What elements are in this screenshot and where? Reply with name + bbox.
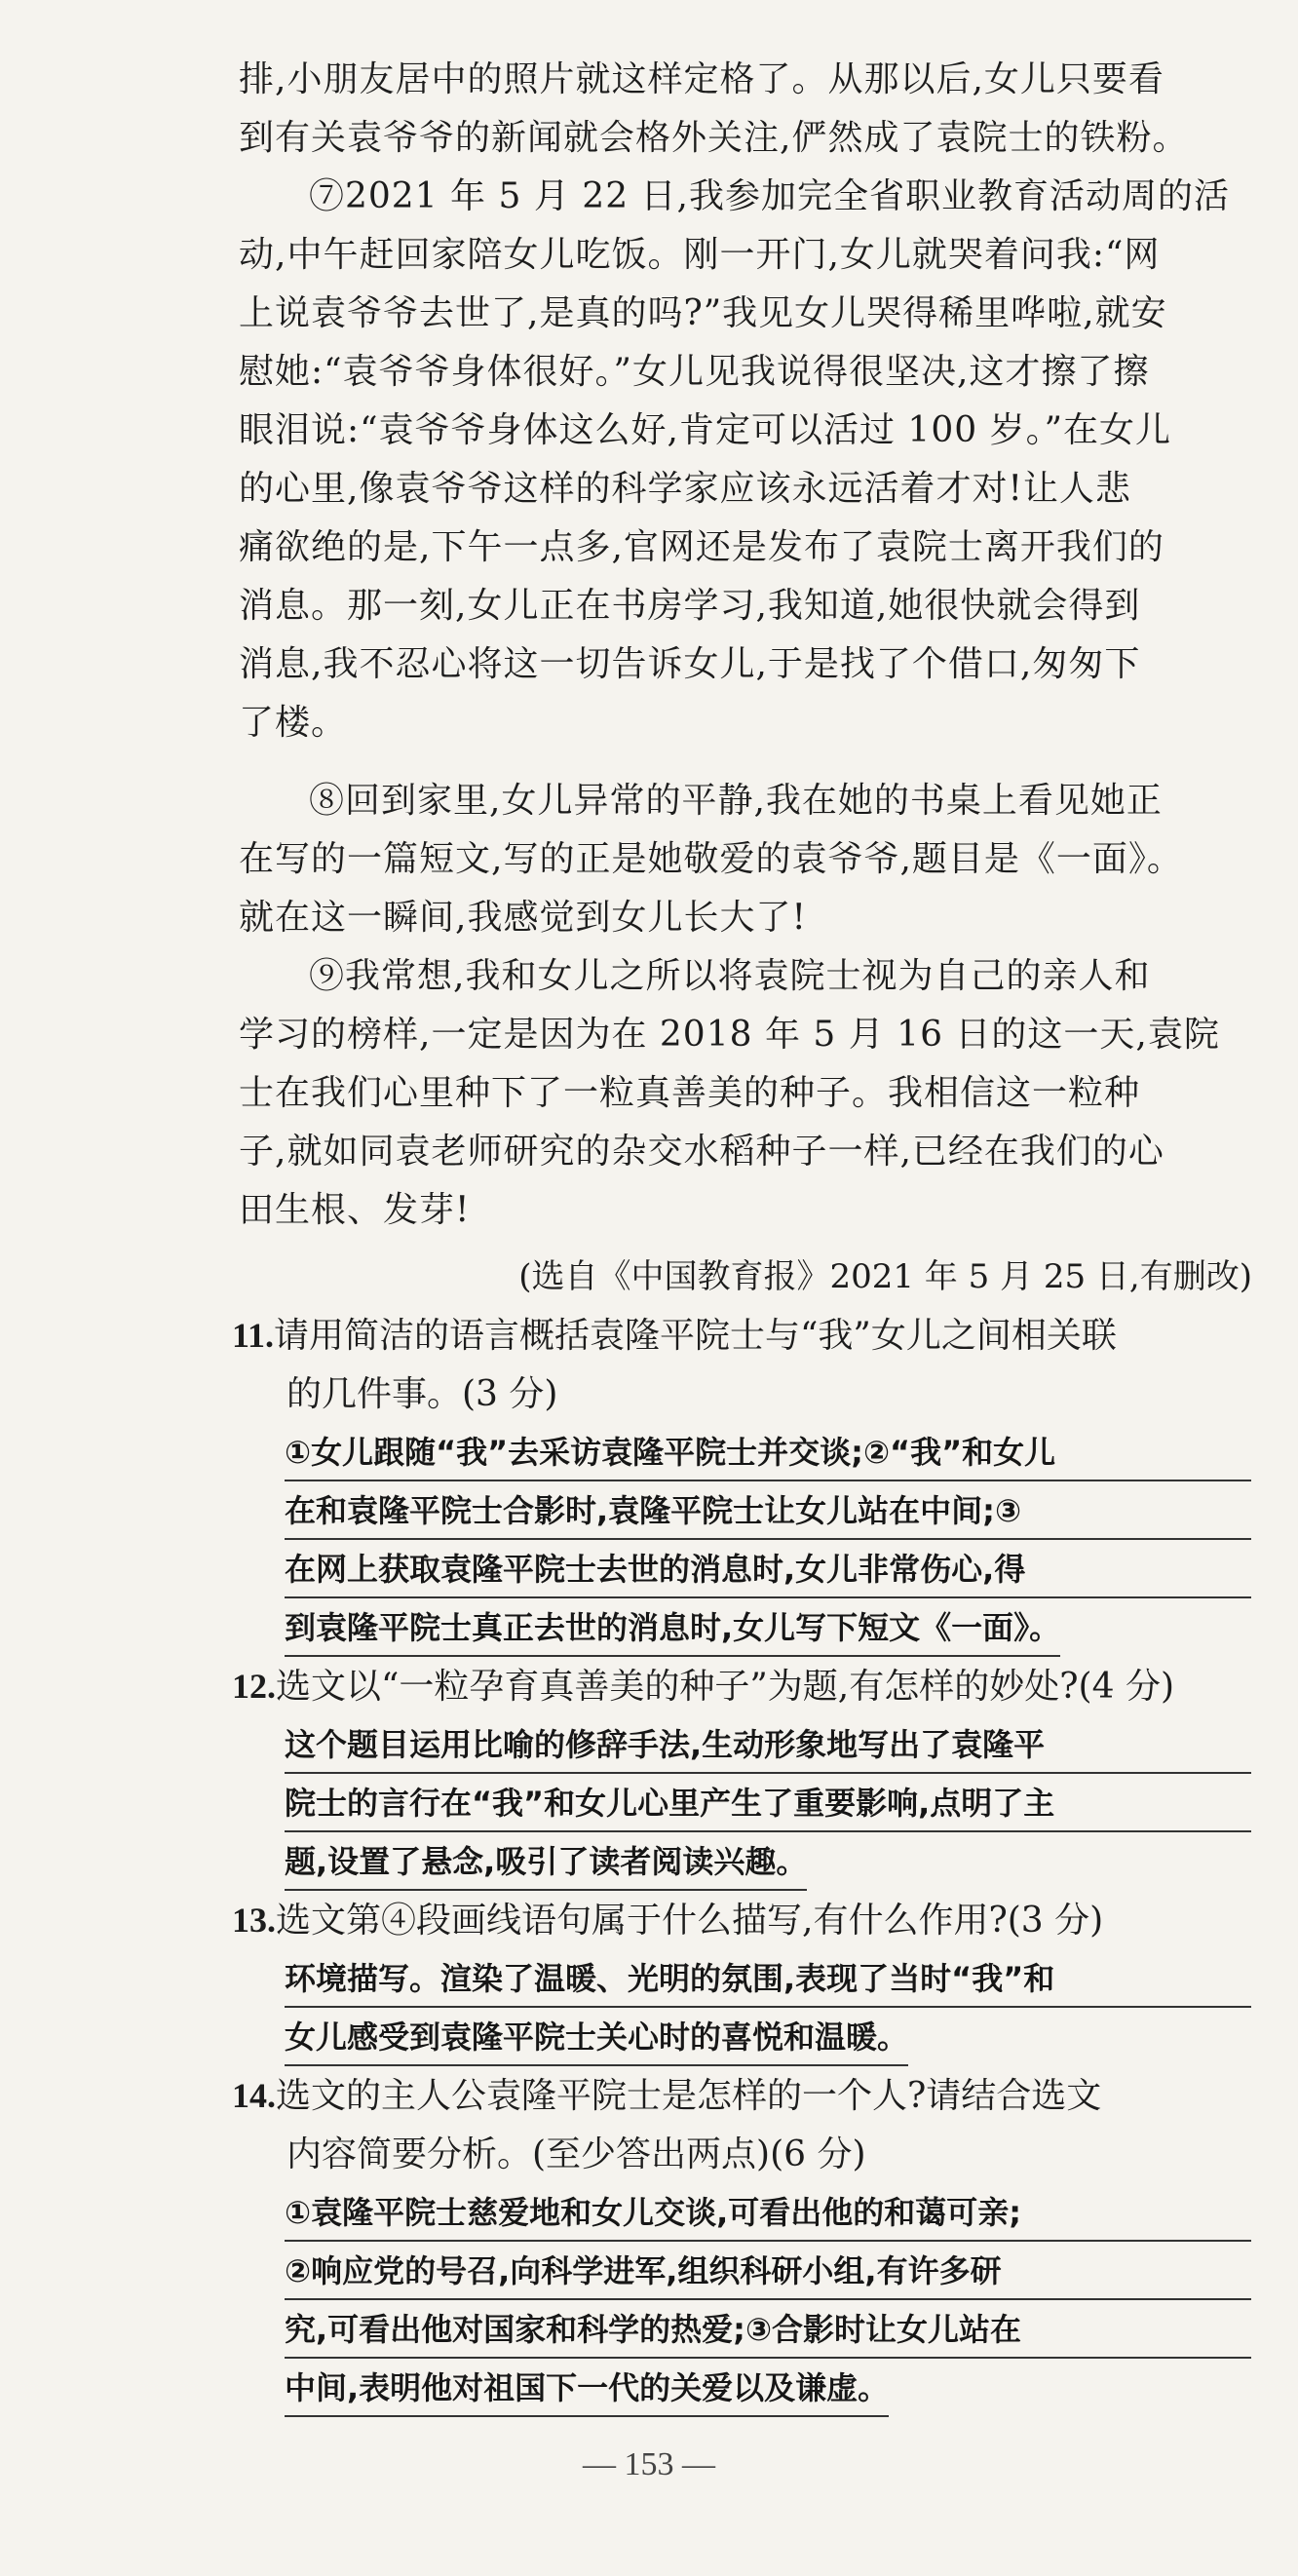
answer-line: ①女儿跟随“我”去采访袁隆平院士并交谈;②“我”和女儿 (285, 1423, 1251, 1481)
answer-line: 在和袁隆平院士合影时,袁隆平院士让女儿站在中间;③ (285, 1481, 1251, 1540)
question-number: 14. (232, 2076, 276, 2115)
text-line: 慰她:“袁爷爷身体很好。”女儿见我说得很坚决,这才擦了擦 (239, 352, 1150, 392)
answer-line: 在网上获取袁隆平院士去世的消息时,女儿非常伤心,得 (285, 1540, 1251, 1598)
question-14 (232, 2066, 1255, 2184)
text-line: 到有关袁爷爷的新闻就会格外关注,俨然成了袁院士的铁粉。 (239, 118, 1189, 158)
answer-line: 女儿感受到袁隆平院士关心时的喜悦和温暖。 (285, 2008, 908, 2066)
question-number: 13. (232, 1901, 276, 1940)
paragraph-8 (239, 772, 1252, 947)
text-line: 士在我们心里种下了一粒真善美的种子。我相信这一粒种 (239, 1073, 1141, 1113)
text-line: 学习的榜样,一定是因为在 2018 年 5 月 16 日的这一天,袁院 (239, 1015, 1220, 1055)
text-line: 就在这一瞬间,我感觉到女儿长大了! (239, 898, 807, 938)
answer-line: 题,设置了悬念,吸引了读者阅读兴趣。 (285, 1832, 807, 1891)
question-line (232, 1657, 1255, 1716)
answer-line: 到袁隆平院士真正去世的消息时,女儿写下短文《一面》。 (285, 1598, 1060, 1657)
question-text: 选文的主人公袁隆平院士是怎样的一个人?请结合选文 (276, 2076, 1102, 2116)
text-line: ⑧回到家里,女儿异常的平静,我在她的书桌上看见她正 (309, 781, 1163, 821)
question-text: 选文以“一粒孕育真善美的种子”为题,有怎样的妙处?(4 分) (276, 1667, 1174, 1707)
answer-line: 这个题目运用比喻的修辞手法,生动形象地写出了袁隆平 (285, 1715, 1251, 1774)
answer-11 (285, 1423, 1251, 1657)
question-line (232, 2066, 1255, 2126)
answer-line: 究,可看出他对国家和科学的热爱;③合影时让女儿站在 (285, 2300, 1251, 2359)
page-number: — 153 — (583, 2446, 715, 2482)
answer-line: ②响应党的号召,向科学进军,组织科研小组,有许多研 (285, 2242, 1251, 2300)
question-line: 的几件事。(3 分) (286, 1374, 558, 1414)
paragraph-9 (239, 947, 1252, 1240)
answer-line: 环境描写。渲染了温暖、光明的氛围,表现了当时“我”和 (285, 1949, 1251, 2008)
text-line: 眼泪说:“袁爷爷身体这么好,肯定可以活过 100 岁。”在女儿 (239, 410, 1171, 450)
question-number: 12. (232, 1667, 276, 1706)
answer-13 (285, 1949, 1251, 2066)
paragraph-7 (239, 168, 1252, 752)
text-line: ⑦2021 年 5 月 22 日,我参加完全省职业教育活动周的活 (309, 176, 1230, 216)
answer-12 (285, 1715, 1251, 1891)
text-line: 了楼。 (239, 703, 348, 743)
question-11 (232, 1306, 1255, 1424)
text-line: 痛欲绝的是,下午一点多,官网还是发布了袁院士离开我们的 (239, 527, 1164, 567)
answer-line: ①袁隆平院士慈爱地和女儿交谈,可看出他的和蔼可亲; (285, 2183, 1251, 2242)
source-citation: (选自《中国教育报》2021 年 5 月 25 日,有删改) (518, 1257, 1252, 1296)
text-line: 动,中午赶回家陪女儿吃饭。刚一开门,女儿就哭着问我:“网 (239, 235, 1161, 275)
text-line: 在写的一篇短文,写的正是她敬爱的袁爷爷,题目是《一面》。 (239, 839, 1183, 879)
question-number: 11. (232, 1316, 275, 1355)
text-line: 上说袁爷爷去世了,是真的吗?”我见女儿哭得稀里哗啦,就安 (239, 293, 1167, 333)
text-line: 田生根、发芽! (239, 1190, 471, 1230)
text-line: 消息。那一刻,女儿正在书房学习,我知道,她很快就会得到 (239, 586, 1141, 626)
question-text: 选文第④段画线语句属于什么描写,有什么作用?(3 分) (276, 1901, 1104, 1941)
question-line (232, 1306, 1255, 1365)
question-line (232, 1891, 1255, 1950)
answer-14 (285, 2183, 1251, 2417)
question-12 (232, 1657, 1255, 1716)
answer-line: 中间,表明他对祖国下一代的关爱以及谦虚。 (285, 2359, 889, 2417)
question-line: 内容简要分析。(至少答出两点)(6 分) (286, 2134, 866, 2174)
question-13 (232, 1891, 1255, 1950)
text-line: 排,小朋友居中的照片就这样定格了。从那以后,女儿只要看 (239, 59, 1164, 99)
question-text: 请用简洁的语言概括袁隆平院士与“我”女儿之间相关联 (274, 1316, 1117, 1356)
paragraph-continued (239, 51, 1252, 168)
text-line: 消息,我不忍心将这一切告诉女儿,于是找了个借口,匆匆下 (239, 644, 1141, 684)
text-line: 子,就如同袁老师研究的杂交水稻种子一样,已经在我们的心 (239, 1132, 1164, 1172)
text-line: 的心里,像袁爷爷这样的科学家应该永远活着才对!让人悲 (239, 469, 1131, 509)
text-line: ⑨我常想,我和女儿之所以将袁院士视为自己的亲人和 (309, 956, 1151, 996)
answer-line: 院士的言行在“我”和女儿心里产生了重要影响,点明了主 (285, 1774, 1251, 1832)
